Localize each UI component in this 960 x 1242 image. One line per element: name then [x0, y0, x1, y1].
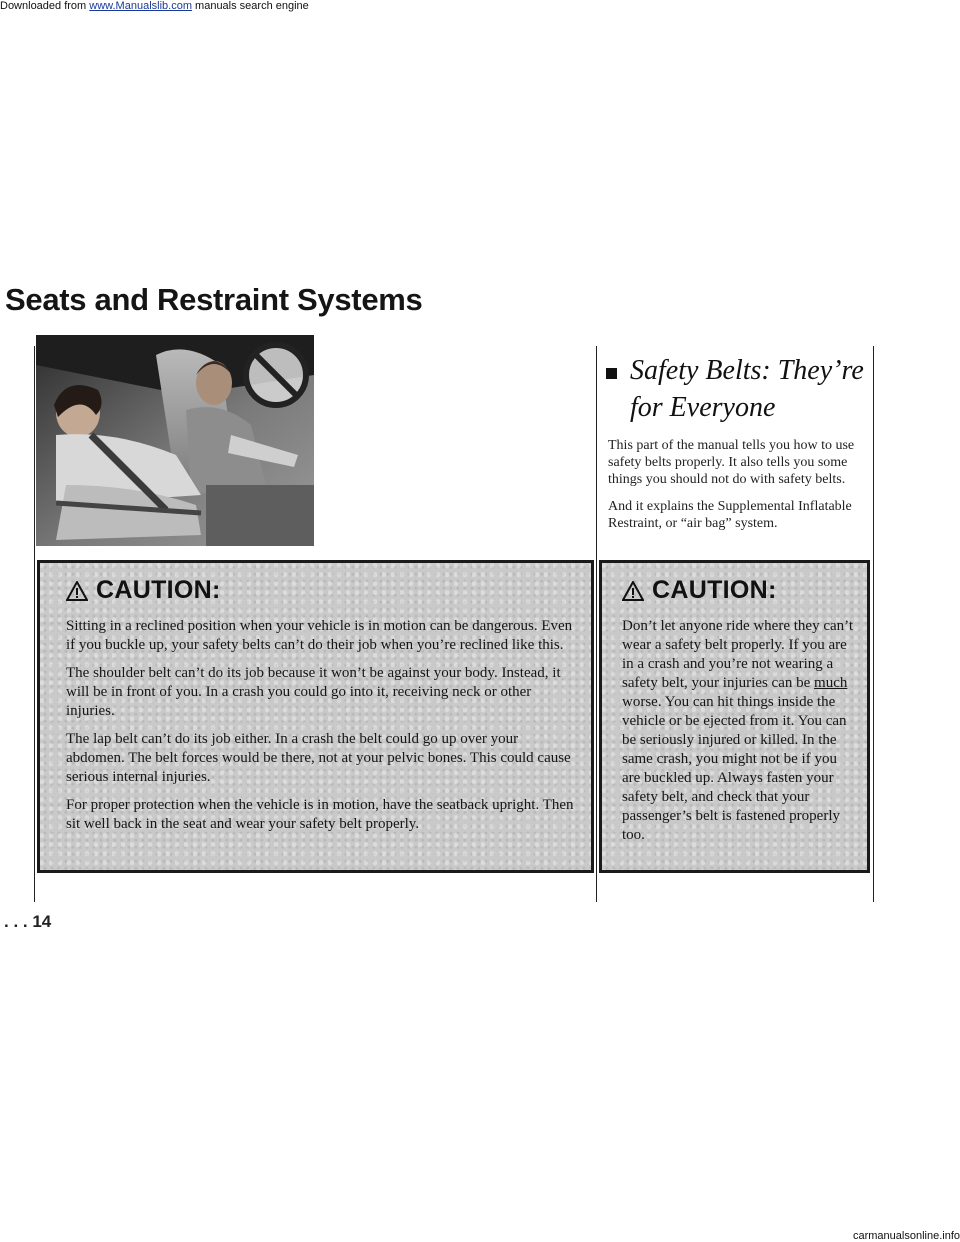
left-margin-rule	[34, 346, 35, 902]
caution-paragraph	[622, 617, 855, 845]
warning-triangle-icon	[66, 581, 88, 601]
caution-heading-text: CAUTION:	[652, 576, 777, 604]
warning-triangle-icon	[622, 581, 644, 601]
caution-text-before: Don’t let anyone ride where they can’t wear a safety belt properly. If you are in a crash and you’re not wearing a safety belt, your injuries can be	[622, 618, 854, 691]
caution-heading	[622, 576, 855, 605]
caution-paragraph: The lap belt can’t do its job either. In a crash the belt could go up over your abdomen. The belt forces would be there, not at your pelvic bones. This could cause serious internal injuries.	[66, 731, 571, 785]
caution-emphasis: much	[814, 675, 848, 691]
download-banner	[0, 0, 309, 12]
page-number: . . . 14	[4, 912, 52, 931]
download-prefix: Downloaded from	[0, 0, 90, 12]
reclined-passenger-photo	[36, 335, 314, 546]
square-bullet-icon	[606, 368, 617, 379]
center-column-rule	[596, 346, 597, 902]
caution-text-after: worse. You can hit things inside the vehicle or be ejected from it. You can be seriously injured or killed. In the same crash, you might not be if you are buckled up. Always fasten your safety belt, and check that your passenger’s belt is fastened properly too.	[622, 694, 847, 843]
intro-paragraph: And it explains the Supplemental Inflatable Restraint, or “air bag” system.	[608, 499, 852, 531]
caution-paragraph: For proper protection when the vehicle is in motion, have the seatback upright. Then sit well back in the seat and wear your safety belt properly.	[66, 797, 574, 832]
caution-heading	[66, 576, 577, 605]
footer-watermark: carmanualsonline.info	[852, 1230, 960, 1242]
safety-belts-heading: Safety Belts: They’re for Everyone	[630, 355, 864, 423]
intro-paragraph: This part of the manual tells you how to use safety belts properly. It also tells you some things you should not do with safety belts.	[608, 438, 855, 487]
caution-heading-text: CAUTION:	[96, 576, 221, 604]
download-suffix: manuals search engine	[191, 0, 309, 12]
caution-paragraph: Sitting in a reclined position when your vehicle is in motion can be dangerous. Even if you buckle up, your safety belts can’t do their job when you’re reclined like this.	[66, 618, 573, 653]
right-margin-rule	[873, 346, 874, 902]
section-title: Seats and Restraint Systems	[5, 282, 423, 317]
caution-box-reclined-seating	[37, 560, 594, 873]
manualslib-link[interactable]: www.Manualslib.com	[89, 0, 192, 12]
photo-illustration	[36, 335, 314, 546]
caution-box-seat-belts	[599, 560, 870, 873]
caution-paragraph: The shoulder belt can’t do its job because it won’t be against your body. Instead, it will be in front of you. In a crash you could go into it, receiving neck or other injuries.	[66, 665, 561, 719]
